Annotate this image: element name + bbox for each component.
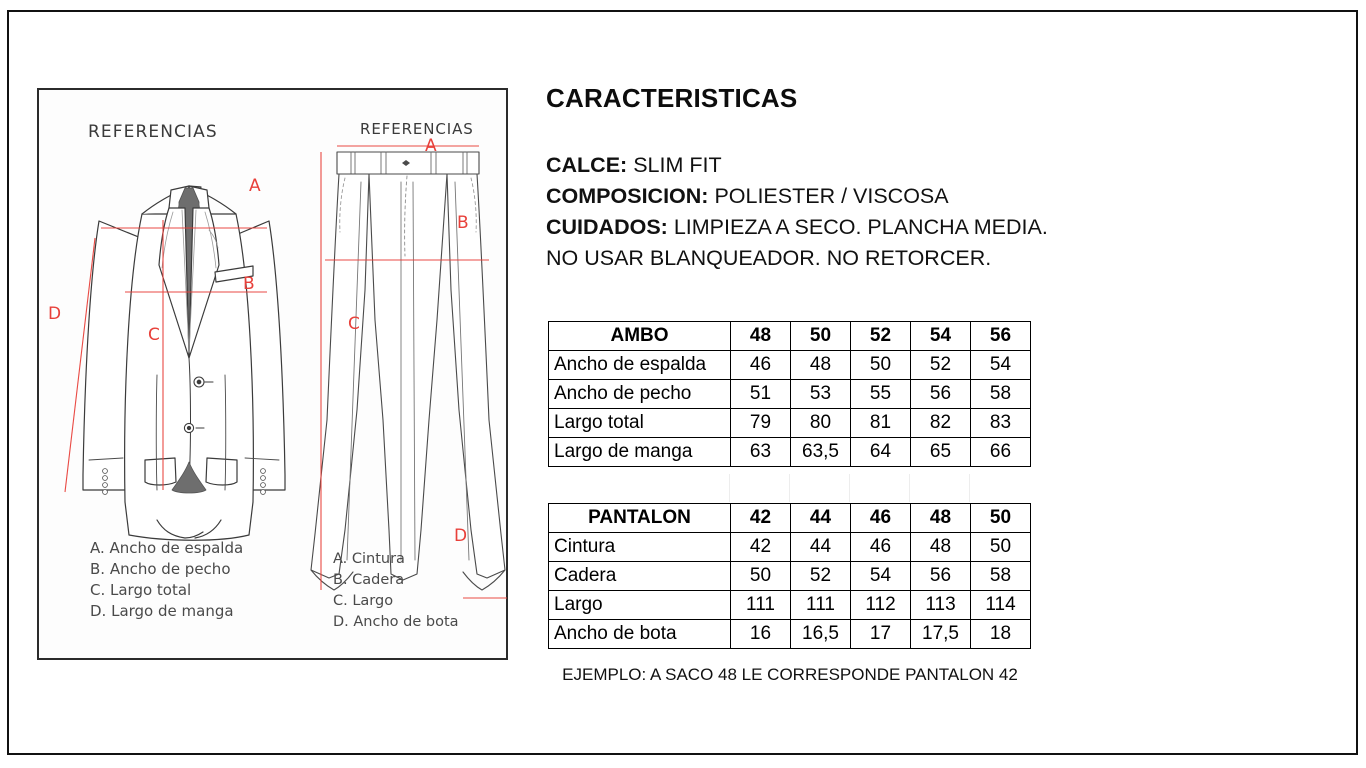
spec-key: COMPOSICION: bbox=[546, 184, 709, 208]
cell-value: 44 bbox=[791, 533, 851, 562]
table-header-row bbox=[549, 322, 1031, 351]
jacket-legend-item: A. Ancho de espalda bbox=[90, 539, 244, 557]
pants-marker-a: A bbox=[425, 136, 437, 156]
cell-value: 111 bbox=[791, 591, 851, 620]
cell-value: 42 bbox=[731, 533, 791, 562]
table-row bbox=[549, 533, 1031, 562]
jacket-marker-c: C bbox=[148, 325, 160, 345]
ambo-size-50: 50 bbox=[791, 322, 851, 351]
spec-row-calce bbox=[546, 150, 1166, 181]
ambo-size-48: 48 bbox=[731, 322, 791, 351]
pantalon-size-table bbox=[548, 503, 1031, 649]
row-label: Largo total bbox=[549, 409, 731, 438]
cell-value: 46 bbox=[731, 351, 791, 380]
pants-references-title: REFERENCIAS bbox=[360, 120, 474, 138]
row-label: Cadera bbox=[549, 562, 731, 591]
jacket-legend-item: C. Largo total bbox=[90, 581, 192, 599]
pantalon-size-50: 50 bbox=[971, 504, 1031, 533]
ambo-size-54: 54 bbox=[911, 322, 971, 351]
jacket-legend bbox=[90, 538, 243, 622]
jacket-marker-a: A bbox=[249, 176, 261, 196]
table-row bbox=[549, 591, 1031, 620]
cell-value: 16 bbox=[731, 620, 791, 649]
spec-value: SLIM FIT bbox=[633, 153, 722, 177]
pants-marker-c: C bbox=[348, 314, 360, 334]
cell-value: 63,5 bbox=[791, 438, 851, 467]
cell-value: 58 bbox=[971, 380, 1031, 409]
table-header-row bbox=[549, 504, 1031, 533]
cell-value: 53 bbox=[791, 380, 851, 409]
cell-value: 50 bbox=[971, 533, 1031, 562]
cell-value: 17,5 bbox=[911, 620, 971, 649]
cell-value: 114 bbox=[971, 591, 1031, 620]
pants-legend-item: C. Largo bbox=[333, 593, 394, 609]
table-spacer-grid bbox=[548, 474, 1032, 502]
pants-legend-item: D. Ancho de bota bbox=[333, 614, 459, 630]
spec-row-cuidados bbox=[546, 212, 1166, 243]
ambo-size-table bbox=[548, 321, 1031, 467]
spec-value: POLIESTER / VISCOSA bbox=[714, 184, 949, 208]
cell-value: 48 bbox=[911, 533, 971, 562]
cell-value: 50 bbox=[851, 351, 911, 380]
ambo-size-52: 52 bbox=[851, 322, 911, 351]
ambo-size-56: 56 bbox=[971, 322, 1031, 351]
cell-value: 79 bbox=[731, 409, 791, 438]
cell-value: 65 bbox=[911, 438, 971, 467]
cell-value: 56 bbox=[911, 380, 971, 409]
jacket-legend-item: D. Largo de manga bbox=[90, 602, 234, 620]
spec-key: CUIDADOS: bbox=[546, 215, 668, 239]
cell-value: 51 bbox=[731, 380, 791, 409]
cell-value: 48 bbox=[791, 351, 851, 380]
specifications-list bbox=[546, 150, 1166, 274]
table-row bbox=[549, 562, 1031, 591]
table-row bbox=[549, 380, 1031, 409]
pants-marker-b: B bbox=[457, 213, 469, 233]
cell-value: 17 bbox=[851, 620, 911, 649]
cell-value: 46 bbox=[851, 533, 911, 562]
cell-value: 81 bbox=[851, 409, 911, 438]
cell-value: 52 bbox=[911, 351, 971, 380]
cell-value: 83 bbox=[971, 409, 1031, 438]
table-row bbox=[549, 438, 1031, 467]
row-label: Ancho de espalda bbox=[549, 351, 731, 380]
jacket-legend-item: B. Ancho de pecho bbox=[90, 560, 231, 578]
cell-value: 54 bbox=[971, 351, 1031, 380]
spec-row-cuidados-continued: NO USAR BLANQUEADOR. NO RETORCER. bbox=[546, 246, 992, 270]
jacket-marker-b: B bbox=[243, 274, 255, 294]
pantalon-size-44: 44 bbox=[791, 504, 851, 533]
spec-key: CALCE: bbox=[546, 153, 628, 177]
pantalon-size-46: 46 bbox=[851, 504, 911, 533]
pantalon-header-label: PANTALON bbox=[549, 504, 731, 533]
spec-row-composicion bbox=[546, 181, 1166, 212]
pants-legend-item: A. Cintura bbox=[333, 551, 405, 567]
cell-value: 54 bbox=[851, 562, 911, 591]
pantalon-size-42: 42 bbox=[731, 504, 791, 533]
row-label: Ancho de bota bbox=[549, 620, 731, 649]
cell-value: 112 bbox=[851, 591, 911, 620]
jacket-marker-d: D bbox=[48, 304, 62, 324]
table-row bbox=[549, 620, 1031, 649]
cell-value: 113 bbox=[911, 591, 971, 620]
cell-value: 111 bbox=[731, 591, 791, 620]
table-row bbox=[549, 409, 1031, 438]
pants-legend bbox=[333, 549, 459, 633]
cell-value: 56 bbox=[911, 562, 971, 591]
cell-value: 64 bbox=[851, 438, 911, 467]
cell-value: 80 bbox=[791, 409, 851, 438]
spec-value: LIMPIEZA A SECO. PLANCHA MEDIA. bbox=[673, 215, 1048, 239]
cell-value: 16,5 bbox=[791, 620, 851, 649]
pants-marker-d: D bbox=[454, 526, 468, 546]
row-label: Cintura bbox=[549, 533, 731, 562]
pantalon-size-48: 48 bbox=[911, 504, 971, 533]
cell-value: 50 bbox=[731, 562, 791, 591]
cell-value: 18 bbox=[971, 620, 1031, 649]
cell-value: 63 bbox=[731, 438, 791, 467]
cell-value: 82 bbox=[911, 409, 971, 438]
pants-legend-item: B. Cadera bbox=[333, 572, 405, 588]
ambo-header-label: AMBO bbox=[549, 322, 731, 351]
cell-value: 58 bbox=[971, 562, 1031, 591]
cell-value: 55 bbox=[851, 380, 911, 409]
cell-value: 66 bbox=[971, 438, 1031, 467]
row-label: Ancho de pecho bbox=[549, 380, 731, 409]
row-label: Largo de manga bbox=[549, 438, 731, 467]
example-note: EJEMPLO: A SACO 48 LE CORRESPONDE PANTALON 42 bbox=[562, 665, 1018, 684]
table-row bbox=[549, 351, 1031, 380]
jacket-references-title: REFERENCIAS bbox=[88, 122, 218, 142]
row-label: Largo bbox=[549, 591, 731, 620]
cell-value: 52 bbox=[791, 562, 851, 591]
page-title: CARACTERISTICAS bbox=[546, 83, 798, 113]
